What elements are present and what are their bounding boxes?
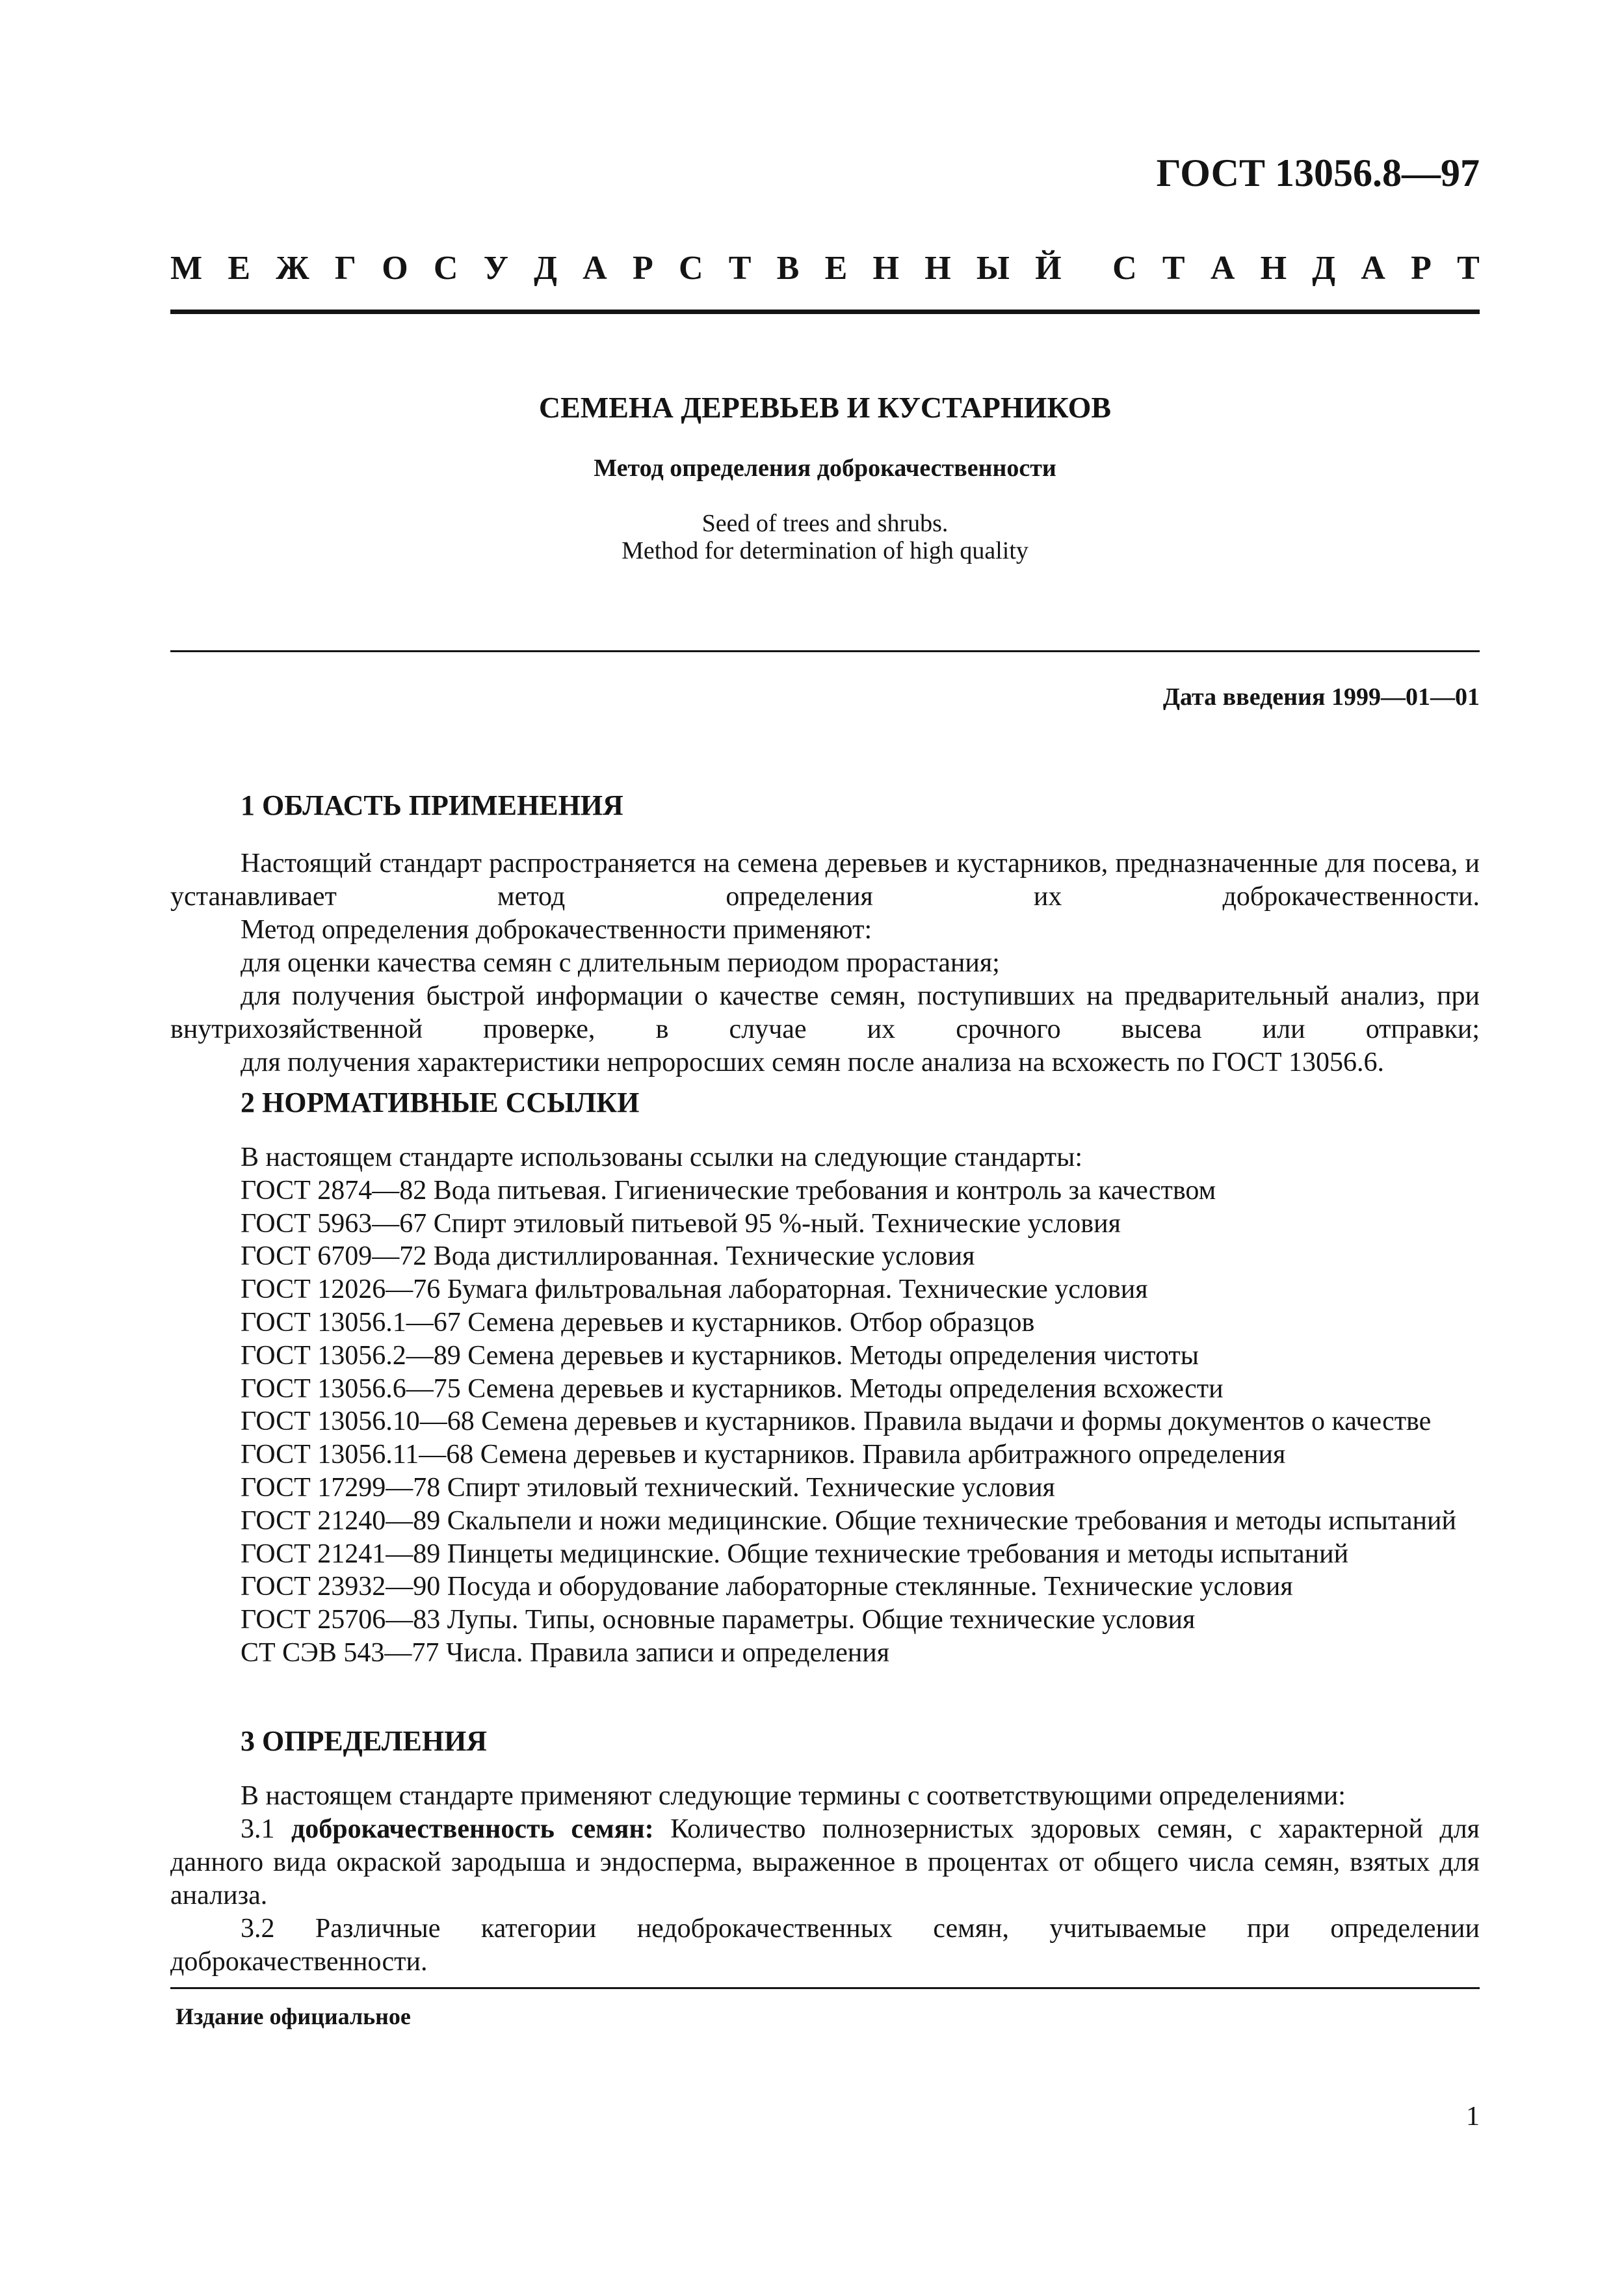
definition-text: Количество полнозернистых здоровых семян, с характерной для данного вида окраской зародыша и эндосперма, выраженное в процентах от общего числа семян, взятых для анализа.	[170, 1814, 1480, 1910]
reference-item	[241, 1273, 1480, 1306]
standard-type-letter: С	[433, 250, 458, 287]
standard-type-letter: Г	[334, 250, 356, 287]
reference-code: ГОСТ 13056.11—68	[241, 1440, 474, 1470]
reference-title: Посуда и оборудование лабораторные стеклянные. Технические условия	[447, 1572, 1293, 1602]
standard-type-letter: С	[678, 250, 703, 287]
reference-code: ГОСТ 23932—90	[241, 1572, 441, 1602]
reference-code: ГОСТ 13056.10—68	[241, 1406, 475, 1437]
standard-type-letter: Т	[1457, 250, 1480, 287]
reference-code: ГОСТ 21240—89	[241, 1505, 441, 1536]
reference-item	[241, 1538, 1480, 1571]
reference-item	[241, 1505, 1480, 1538]
reference-item	[241, 1373, 1480, 1406]
standard-type-letter: С	[1112, 250, 1137, 287]
standard-type-letter: Н	[872, 250, 899, 287]
standard-type-letter: А	[583, 250, 607, 287]
reference-code: ГОСТ 25706—83	[241, 1605, 441, 1635]
reference-item	[241, 1405, 1480, 1438]
section-1-paragraph: для оценки качества семян с длительным периодом прорастания;	[241, 948, 1000, 978]
reference-item	[241, 1637, 1480, 1670]
reference-item	[241, 1174, 1480, 1207]
definition-3-1	[170, 1813, 1480, 1912]
standard-type-letter: Д	[534, 250, 557, 287]
reference-title: Семена деревьев и кустарников. Отбор образцов	[467, 1307, 1035, 1338]
standard-type-letter: Ж	[276, 250, 309, 287]
english-title-line-2: Method for determination of high quality	[622, 537, 1028, 564]
standard-type-letter: Д	[1312, 250, 1336, 287]
page-number: 1	[1466, 2102, 1480, 2131]
standard-type-letter: Й	[1035, 250, 1062, 287]
reference-item	[241, 1339, 1480, 1373]
reference-title: Числа. Правила записи и определения	[445, 1637, 890, 1668]
reference-title: Бумага фильтровальная лабораторная. Технические условия	[447, 1274, 1148, 1305]
section-3-body	[170, 1780, 1480, 1979]
reference-code: СТ СЭВ 543—77	[241, 1637, 439, 1668]
standard-type-letter: Е	[228, 250, 251, 287]
document-subtitle: Метод определения доброкачественности	[594, 455, 1056, 482]
standard-type-letter: Т	[728, 250, 752, 287]
reference-item	[241, 1207, 1480, 1241]
definition-number: 3.1	[241, 1814, 275, 1844]
reference-title: Вода питьевая. Гигиенические требования и контроль за качеством	[433, 1175, 1216, 1206]
reference-code: ГОСТ 21241—89	[241, 1538, 441, 1569]
section-1-paragraph: для получения характеристики непроросших семян после анализа на всхожесть по ГОСТ 13056.6.	[241, 1048, 1384, 1077]
standard-type-letter: Т	[1162, 250, 1185, 287]
reference-code: ГОСТ 17299—78	[241, 1472, 441, 1503]
gost-number: ГОСТ 13056.8—97	[1156, 152, 1480, 194]
standard-type-letter: У	[483, 250, 508, 287]
reference-item	[241, 1438, 1480, 1471]
standard-type-letter: А	[1361, 250, 1385, 287]
standard-type-letter: А	[1210, 250, 1235, 287]
reference-title: Спирт этиловый технический. Технические условия	[447, 1472, 1055, 1503]
section-3-heading: 3 ОПРЕДЕЛЕНИЯ	[241, 1725, 488, 1757]
reference-item	[241, 1306, 1480, 1339]
reference-code: ГОСТ 13056.6—75	[241, 1373, 461, 1404]
standard-type-letter: Р	[1411, 250, 1432, 287]
standard-type-letter: М	[170, 250, 203, 287]
reference-title: Семена деревьев и кустарников. Методы определения всхожести	[467, 1373, 1224, 1404]
title-rule	[170, 650, 1480, 652]
section-1-paragraph: для получения быстрой информации о качестве семян, поступивших на предварительный анализ, при внутрихозяйственной проверке, в случае их срочного высева или отправки;	[170, 981, 1480, 1044]
definition-3-2: 3.2 Различные категории недоброкачественных семян, учитываемые при определении доброкачественности.	[170, 1914, 1480, 1977]
section-1-body	[170, 847, 1480, 1079]
section-2-heading: 2 НОРМАТИВНЫЕ ССЫЛКИ	[241, 1087, 640, 1118]
standard-type-letter: Ы	[976, 250, 1010, 287]
reference-title: Семена деревьев и кустарников. Правила арбитражного определения	[480, 1440, 1286, 1470]
header-rule	[170, 310, 1480, 314]
reference-title: Скальпели и ножи медицинские. Общие технические требования и методы испытаний	[447, 1505, 1456, 1536]
reference-item	[241, 1570, 1480, 1603]
reference-title: Пинцеты медицинские. Общие технические требования и методы испытаний	[447, 1538, 1349, 1569]
definition-term: доброкачественность семян:	[291, 1814, 654, 1844]
reference-code: ГОСТ 2874—82	[241, 1175, 427, 1206]
section-1-heading: 1 ОБЛАСТЬ ПРИМЕНЕНИЯ	[241, 789, 623, 821]
footer-rule	[170, 1987, 1480, 1989]
normative-references	[170, 1141, 1480, 1670]
section-1-paragraph: Настоящий стандарт распространяется на семена деревьев и кустарников, предназначенные для посева, и устанавливает метод определения их доброкачественности.	[170, 849, 1480, 912]
standard-type-letter: В	[776, 250, 800, 287]
section-1-paragraph: Метод определения доброкачественности применяют:	[241, 915, 872, 945]
english-title-line-1: Seed of trees and shrubs.	[701, 510, 949, 537]
reference-code: ГОСТ 5963—67	[241, 1208, 427, 1239]
reference-code: ГОСТ 13056.1—67	[241, 1307, 461, 1338]
official-edition-label: Издание официальное	[176, 2003, 411, 2029]
reference-item	[241, 1471, 1480, 1505]
reference-code: ГОСТ 12026—76	[241, 1274, 441, 1305]
reference-code: ГОСТ 6709—72	[241, 1241, 427, 1272]
reference-title: Семена деревьев и кустарников. Правила выдачи и формы документов о качестве	[481, 1406, 1432, 1437]
reference-item	[241, 1240, 1480, 1273]
reference-title: Семена деревьев и кустарников. Методы определения чистоты	[467, 1340, 1199, 1371]
standard-type-heading	[170, 249, 1480, 293]
references-intro: В настоящем стандарте использованы ссылки на следующие стандарты:	[241, 1142, 1083, 1172]
definitions-intro: В настоящем стандарте применяют следующие термины с соответствующими определениями:	[241, 1781, 1346, 1811]
standard-type-letter: Р	[632, 250, 653, 287]
standard-type-letter: Н	[924, 250, 951, 287]
standard-type-letter: Е	[824, 250, 848, 287]
reference-title: Спирт этиловый питьевой 95 %-ный. Технические условия	[433, 1208, 1121, 1239]
reference-code: ГОСТ 13056.2—89	[241, 1340, 461, 1371]
document-title: СЕМЕНА ДЕРЕВЬЕВ И КУСТАРНИКОВ	[538, 391, 1112, 424]
reference-item	[241, 1603, 1480, 1637]
standard-type-letter: Н	[1260, 250, 1287, 287]
reference-title: Вода дистиллированная. Технические условия	[433, 1241, 975, 1272]
standard-type-letter: О	[382, 250, 408, 287]
reference-title: Лупы. Типы, основные параметры. Общие технические условия	[447, 1605, 1196, 1635]
reference-list	[170, 1174, 1480, 1670]
introduction-date: Дата введения 1999—01—01	[1162, 683, 1480, 711]
